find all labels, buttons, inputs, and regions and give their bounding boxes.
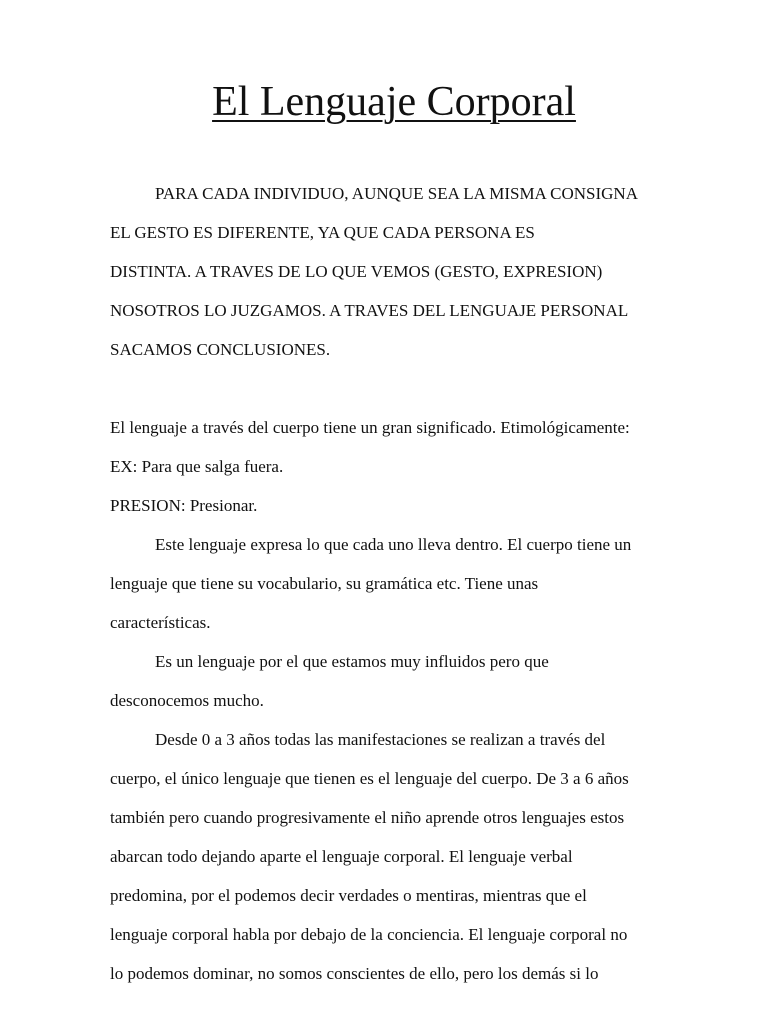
document-title: El Lenguaje Corporal bbox=[212, 79, 576, 125]
text-line: desconocemos mucho. bbox=[110, 691, 264, 710]
text-line: EX: Para que salga fuera. bbox=[110, 457, 284, 476]
text-line: NOSOTROS LO JUZGAMOS. A TRAVES DEL LENGUAJE PERSONAL bbox=[110, 301, 629, 320]
text-line: SACAMOS CONCLUSIONES. bbox=[110, 340, 331, 359]
text-line: lo podemos dominar, no somos conscientes de ello, pero los demás si lo bbox=[110, 964, 599, 983]
text-line: cuerpo, el único lenguaje que tienen es el lenguaje del cuerpo. De 3 a 6 años bbox=[110, 769, 629, 788]
text-line: EL GESTO ES DIFERENTE, YA QUE CADA PERSONA ES bbox=[110, 223, 535, 242]
text-line: lenguaje corporal habla por debajo de la conciencia. El lenguaje corporal no bbox=[110, 925, 628, 944]
text-line: también pero cuando progresivamente el niño aprende otros lenguajes estos bbox=[110, 808, 625, 827]
text-line: Este lenguaje expresa lo que cada uno lleva dentro. El cuerpo tiene un bbox=[155, 535, 632, 554]
text-line: lenguaje que tiene su vocabulario, su gramática etc. Tiene unas bbox=[110, 574, 539, 593]
text-line: PRESION: Presionar. bbox=[110, 496, 258, 515]
text-line: Desde 0 a 3 años todas las manifestaciones se realizan a través del bbox=[155, 730, 606, 749]
text-line: características. bbox=[110, 613, 211, 632]
text-line: Es un lenguaje por el que estamos muy influidos pero que bbox=[155, 652, 549, 671]
text-line: PARA CADA INDIVIDUO, AUNQUE SEA LA MISMA CONSIGNA bbox=[155, 184, 638, 203]
text-line: predomina, por el podemos decir verdades o mentiras, mientras que el bbox=[110, 886, 587, 905]
text-line: DISTINTA. A TRAVES DE LO QUE VEMOS (GESTO, EXPRESION) bbox=[110, 262, 603, 281]
text-line: abarcan todo dejando aparte el lenguaje corporal. El lenguaje verbal bbox=[110, 847, 573, 866]
text-line: El lenguaje a través del cuerpo tiene un gran significado. Etimológicamente: bbox=[110, 418, 630, 437]
